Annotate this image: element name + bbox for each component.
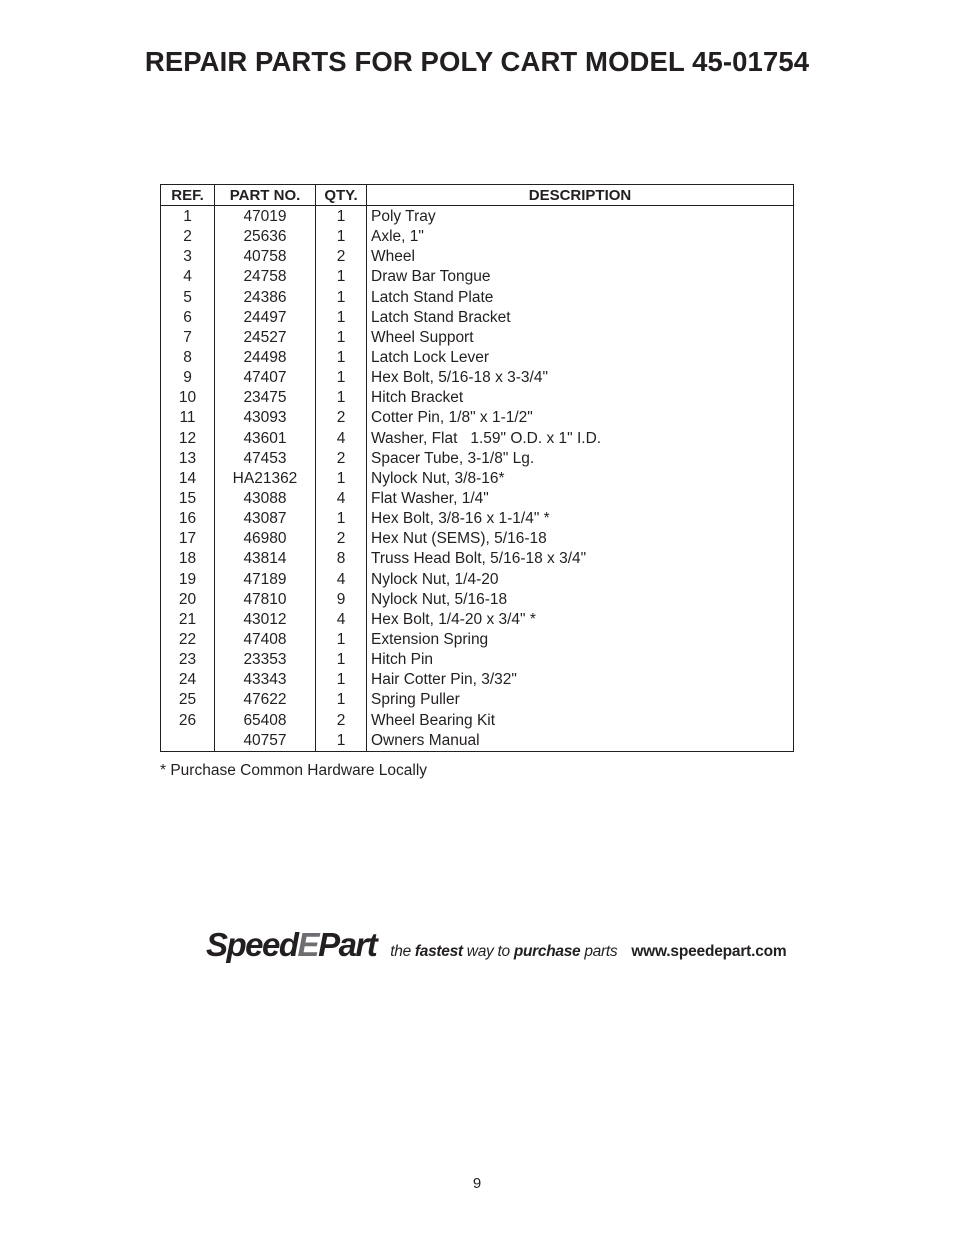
speedepart-logo bbox=[206, 926, 376, 964]
cell-part-no: 43093 bbox=[215, 408, 316, 428]
cell-ref: 19 bbox=[178, 570, 197, 588]
cell-description: Washer, Flat 1.59" O.D. x 1" I.D. bbox=[367, 429, 794, 449]
table-row bbox=[161, 630, 794, 650]
cell-description: Cotter Pin, 1/8" x 1-1/2" bbox=[367, 408, 794, 428]
table-row bbox=[161, 408, 794, 428]
cell-qty: 1 bbox=[316, 388, 367, 408]
header-description: DESCRIPTION bbox=[367, 185, 794, 206]
cell-qty: 4 bbox=[316, 429, 367, 449]
cell-ref: 17 bbox=[178, 530, 197, 548]
parts-table-body bbox=[161, 206, 794, 752]
cell-qty: 9 bbox=[316, 590, 367, 610]
cell-qty: 1 bbox=[316, 348, 367, 368]
cell-ref: 22 bbox=[178, 631, 197, 649]
cell-ref bbox=[161, 731, 215, 752]
cell-ref: 23 bbox=[178, 651, 197, 669]
cell-qty: 1 bbox=[316, 308, 367, 328]
table-row bbox=[161, 429, 794, 449]
logo-e: E bbox=[297, 926, 319, 963]
cell-part-no: 47622 bbox=[215, 690, 316, 710]
tagline-text-3: way to bbox=[462, 943, 514, 960]
cell-description: Truss Head Bolt, 5/16-18 x 3/4" bbox=[367, 549, 794, 569]
cell-description: Nylock Nut, 5/16-18 bbox=[367, 590, 794, 610]
cell-description: Hex Bolt, 5/16-18 x 3-3/4" bbox=[367, 368, 794, 388]
table-row bbox=[161, 570, 794, 590]
cell-description: Nylock Nut, 3/8-16* bbox=[367, 469, 794, 489]
cell-part-no: 43814 bbox=[215, 549, 316, 569]
cell-qty: 2 bbox=[316, 247, 367, 267]
page-title: REPAIR PARTS FOR POLY CART MODEL 45-01754 bbox=[144, 46, 810, 77]
cell-ref: 5 bbox=[183, 288, 192, 306]
cell-part-no: 24498 bbox=[215, 348, 316, 368]
cell-part-no: 24527 bbox=[215, 328, 316, 348]
cell-part-no: 23353 bbox=[215, 650, 316, 670]
cell-qty: 1 bbox=[316, 690, 367, 710]
cell-part-no: 47019 bbox=[215, 206, 316, 228]
cell-qty: 1 bbox=[316, 206, 367, 228]
cell-qty: 2 bbox=[316, 449, 367, 469]
cell-part-no: 46980 bbox=[215, 529, 316, 549]
table-header-row bbox=[161, 185, 794, 206]
cell-ref: 10 bbox=[178, 389, 197, 407]
table-row bbox=[161, 711, 794, 731]
cell-part-no: 47407 bbox=[215, 368, 316, 388]
table-row bbox=[161, 670, 794, 690]
tagline bbox=[390, 943, 617, 961]
speedepart-banner bbox=[206, 926, 787, 966]
table-row bbox=[161, 328, 794, 348]
cell-ref: 13 bbox=[178, 449, 197, 467]
cell-part-no: 65408 bbox=[215, 711, 316, 731]
cell-ref: 1 bbox=[183, 208, 192, 226]
cell-qty: 1 bbox=[316, 670, 367, 690]
table-row bbox=[161, 227, 794, 247]
table-row bbox=[161, 267, 794, 287]
cell-qty: 2 bbox=[316, 711, 367, 731]
header-qty: QTY. bbox=[316, 185, 367, 206]
cell-qty: 1 bbox=[316, 227, 367, 247]
cell-qty: 1 bbox=[316, 630, 367, 650]
table-row bbox=[161, 449, 794, 469]
cell-qty: 1 bbox=[316, 509, 367, 529]
cell-description: Wheel Bearing Kit bbox=[367, 711, 794, 731]
header-ref: REF. bbox=[161, 185, 215, 206]
cell-part-no: 43087 bbox=[215, 509, 316, 529]
cell-ref: 11 bbox=[179, 409, 196, 427]
cell-qty: 4 bbox=[316, 570, 367, 590]
tagline-text-4: purchase bbox=[513, 943, 581, 960]
cell-part-no: 24758 bbox=[215, 267, 316, 287]
cell-ref: 6 bbox=[183, 308, 192, 326]
cell-part-no: 43343 bbox=[215, 670, 316, 690]
cell-description: Spacer Tube, 3-1/8" Lg. bbox=[367, 449, 794, 469]
cell-part-no: 43088 bbox=[215, 489, 316, 509]
cell-description: Axle, 1" bbox=[367, 227, 794, 247]
cell-qty: 2 bbox=[316, 408, 367, 428]
cell-qty: 1 bbox=[316, 288, 367, 308]
table-row bbox=[161, 549, 794, 569]
header-part-no: PART NO. bbox=[215, 185, 316, 206]
cell-ref: 15 bbox=[178, 490, 197, 508]
table-row bbox=[161, 529, 794, 549]
cell-part-no: 25636 bbox=[215, 227, 316, 247]
cell-description: Hitch Bracket bbox=[367, 388, 794, 408]
table-row bbox=[161, 509, 794, 529]
website-url: www.speedepart.com bbox=[631, 943, 787, 960]
cell-description: Wheel Support bbox=[367, 328, 794, 348]
cell-description: Poly Tray bbox=[367, 206, 794, 228]
cell-description: Latch Stand Bracket bbox=[367, 308, 794, 328]
cell-description: Hair Cotter Pin, 3/32" bbox=[367, 670, 794, 690]
table-row bbox=[161, 590, 794, 610]
page-number: 9 bbox=[472, 1175, 482, 1192]
logo-speed: Speed bbox=[206, 926, 298, 963]
cell-part-no: 47408 bbox=[215, 630, 316, 650]
table-row bbox=[161, 690, 794, 710]
cell-description: Latch Lock Lever bbox=[367, 348, 794, 368]
table-row bbox=[161, 288, 794, 308]
cell-description: Hex Bolt, 3/8-16 x 1-1/4" * bbox=[367, 509, 794, 529]
cell-ref: 24 bbox=[178, 671, 197, 689]
table-row bbox=[161, 368, 794, 388]
cell-description: Hex Nut (SEMS), 5/16-18 bbox=[367, 529, 794, 549]
cell-ref: 9 bbox=[183, 369, 192, 387]
cell-ref: 14 bbox=[178, 469, 197, 487]
cell-part-no: 23475 bbox=[215, 388, 316, 408]
table-row bbox=[161, 650, 794, 670]
cell-part-no: 24386 bbox=[215, 288, 316, 308]
table-row bbox=[161, 247, 794, 267]
table-row bbox=[161, 610, 794, 630]
cell-part-no: 47189 bbox=[215, 570, 316, 590]
table-row bbox=[161, 348, 794, 368]
cell-ref: 26 bbox=[178, 711, 197, 729]
cell-ref: 18 bbox=[178, 550, 197, 568]
cell-description: Owners Manual bbox=[367, 731, 794, 752]
cell-ref: 8 bbox=[183, 349, 192, 367]
cell-part-no: 47453 bbox=[215, 449, 316, 469]
cell-qty: 2 bbox=[316, 529, 367, 549]
cell-description: Latch Stand Plate bbox=[367, 288, 794, 308]
tagline-text-1: the bbox=[390, 943, 415, 960]
cell-qty: 1 bbox=[316, 267, 367, 287]
cell-qty: 1 bbox=[316, 328, 367, 348]
cell-part-no: HA21362 bbox=[215, 469, 316, 489]
cell-ref: 4 bbox=[183, 268, 192, 286]
repair-parts-table bbox=[160, 184, 794, 752]
cell-qty: 1 bbox=[316, 650, 367, 670]
table-row bbox=[161, 206, 794, 228]
cell-description: Hitch Pin bbox=[367, 650, 794, 670]
tagline-text-2: fastest bbox=[414, 943, 463, 960]
cell-ref: 21 bbox=[178, 610, 197, 628]
cell-part-no: 40758 bbox=[215, 247, 316, 267]
cell-qty: 8 bbox=[316, 549, 367, 569]
cell-part-no: 43012 bbox=[215, 610, 316, 630]
footnote: * Purchase Common Hardware Locally bbox=[160, 762, 428, 779]
cell-ref: 2 bbox=[183, 228, 192, 246]
table-row bbox=[161, 469, 794, 489]
cell-part-no: 47810 bbox=[215, 590, 316, 610]
cell-part-no: 40757 bbox=[215, 731, 316, 752]
cell-description: Spring Puller bbox=[367, 690, 794, 710]
table-row bbox=[161, 731, 794, 752]
table-row bbox=[161, 388, 794, 408]
tagline-text-5: parts bbox=[580, 943, 618, 960]
cell-part-no: 24497 bbox=[215, 308, 316, 328]
cell-ref: 25 bbox=[178, 691, 197, 709]
cell-qty: 1 bbox=[316, 469, 367, 489]
logo-part: Part bbox=[318, 926, 377, 963]
cell-qty: 1 bbox=[316, 731, 367, 752]
cell-description: Draw Bar Tongue bbox=[367, 267, 794, 287]
cell-qty: 1 bbox=[316, 368, 367, 388]
cell-description: Hex Bolt, 1/4-20 x 3/4" * bbox=[367, 610, 794, 630]
cell-description: Extension Spring bbox=[367, 630, 794, 650]
cell-ref: 7 bbox=[183, 328, 192, 346]
table-row bbox=[161, 489, 794, 509]
cell-ref: 3 bbox=[183, 248, 192, 266]
cell-ref: 20 bbox=[178, 590, 197, 608]
cell-ref: 12 bbox=[178, 429, 197, 447]
cell-qty: 4 bbox=[316, 610, 367, 630]
cell-description: Nylock Nut, 1/4-20 bbox=[367, 570, 794, 590]
table-row bbox=[161, 308, 794, 328]
cell-ref: 16 bbox=[178, 510, 197, 528]
cell-part-no: 43601 bbox=[215, 429, 316, 449]
cell-description: Flat Washer, 1/4" bbox=[367, 489, 794, 509]
cell-description: Wheel bbox=[367, 247, 794, 267]
cell-qty: 4 bbox=[316, 489, 367, 509]
